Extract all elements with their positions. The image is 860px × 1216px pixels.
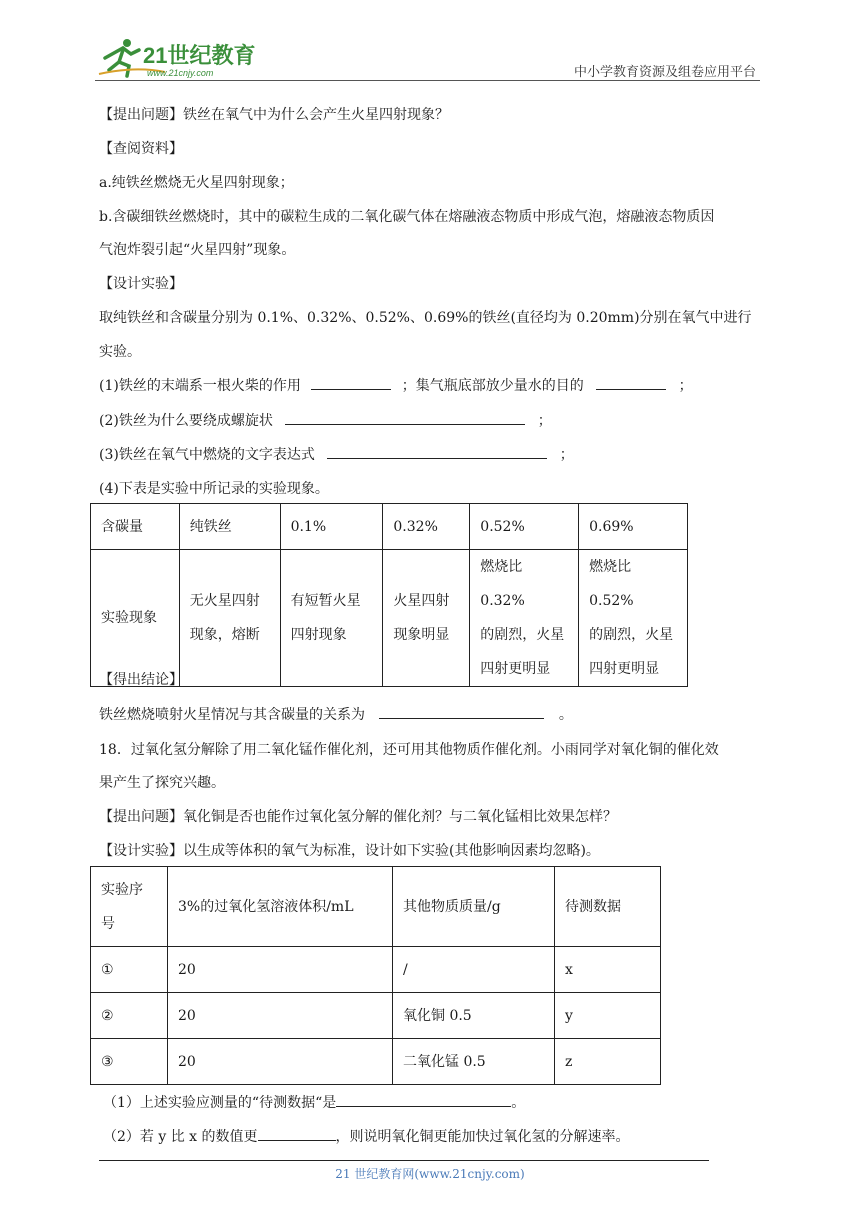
problem-heading: 【提出问题】铁丝在氧气中为什么会产生火星四射现象？ [99, 107, 449, 123]
question-2 [99, 411, 552, 431]
table-cell: 二氧化锰 0.5 [393, 1039, 555, 1085]
catalyst-experiment-table [90, 866, 661, 1085]
table-header-cell: 0.69% [579, 504, 688, 550]
answer-blank[interactable] [596, 376, 666, 390]
answer-blank[interactable] [379, 705, 544, 719]
design-text-line2: 实验。 [99, 344, 141, 360]
design-text-line1: 取纯铁丝和含碳量分别为 0.1%、0.32%、0.52%、0.69%的铁丝(直径均为 0.20mm)分别在氧气中进行 [99, 310, 752, 326]
table-cell: 20 [168, 1039, 393, 1085]
table-row [91, 867, 661, 947]
answer-blank[interactable] [285, 411, 525, 425]
table-header-cell: 其他物质质量/g [393, 867, 555, 947]
sub-question-1-end: 。 [511, 1095, 526, 1111]
conclusion-line [99, 705, 573, 725]
design-heading: 【设计实验】 [99, 276, 183, 292]
sub-question-2 [103, 1127, 630, 1147]
footer-link[interactable]: 21 世纪教育网(www.21cnjy.com) [335, 1167, 525, 1181]
sub-question-1 [103, 1093, 525, 1113]
conclusion-heading: 【得出结论】 [99, 672, 183, 688]
table-cell: / [393, 947, 555, 993]
table-cell: 有短暂火星 四射现象 [280, 550, 383, 687]
question-2-end: ； [537, 413, 552, 429]
answer-blank[interactable] [258, 1127, 336, 1141]
table-cell: y [555, 993, 661, 1039]
table-cell: x [555, 947, 661, 993]
logo-text: 21世纪教育 [143, 43, 256, 68]
question-3-end: ； [559, 447, 574, 463]
table-header-cell: 0.52% [470, 504, 579, 550]
consult-heading: 【查阅资料】 [99, 141, 183, 157]
answer-blank[interactable] [336, 1093, 511, 1107]
table-header-cell: 0.1% [280, 504, 383, 550]
table-cell: 无火星四射 现象，熔断 [179, 550, 280, 687]
q18-problem: 【提出问题】氧化铜是否也能作过氧化氢分解的催化剂？与二氧化锰相比效果怎样？ [99, 809, 617, 825]
table-cell: z [555, 1039, 661, 1085]
table-cell: 燃烧比 0.32% 的剧烈，火星 四射更明显 [470, 550, 579, 687]
table-cell: 20 [168, 947, 393, 993]
logo-url: www.21cnjy.com [147, 68, 214, 78]
answer-blank[interactable] [327, 445, 547, 459]
table-cell: ② [91, 993, 168, 1039]
table-cell: 火星四射 现象明显 [383, 550, 470, 687]
table-row [91, 550, 688, 687]
table-row [91, 1039, 661, 1085]
table-header-cell: 0.32% [383, 504, 470, 550]
answer-blank[interactable] [311, 376, 391, 390]
question-3-text: (3)铁丝在氧气中燃烧的文字表达式 [99, 447, 315, 463]
question-1 [99, 376, 693, 396]
table-cell: 20 [168, 993, 393, 1039]
question-4: (4)下表是实验中所记录的实验现象。 [99, 481, 329, 497]
conclusion-text: 铁丝燃烧喷射火星情况与其含碳量的关系为 [99, 707, 365, 723]
question-2-text: (2)铁丝为什么要绕成螺旋状 [99, 413, 273, 429]
header-platform-text: 中小学教育资源及组卷应用平台 [573, 65, 756, 80]
conclusion-end: 。 [558, 707, 573, 723]
sub-question-2-text: （2）若 y 比 x 的数值更 [103, 1129, 258, 1145]
carbon-content-table [90, 503, 688, 687]
table-row [91, 993, 661, 1039]
footer-divider [99, 1160, 709, 1161]
question-18-line1: 18．过氧化氢分解除了用二氧化锰作催化剂，还可用其他物质作催化剂。小雨同学对氧化铜的催化效 [99, 742, 719, 758]
table-row-label: 实验现象 [91, 550, 180, 687]
site-logo [95, 36, 265, 80]
table-header-cell: 纯铁丝 [179, 504, 280, 550]
table-header-cell: 待测数据 [555, 867, 661, 947]
table-header-cell: 含碳量 [91, 504, 180, 550]
header-divider [95, 80, 760, 81]
table-row [91, 504, 688, 550]
table-row [91, 947, 661, 993]
question-3 [99, 445, 574, 465]
sub-question-1-text: （1）上述实验应测量的“待测数据“是 [103, 1095, 337, 1111]
table-header-cell: 实验序 号 [91, 867, 168, 947]
material-a: a.纯铁丝燃烧无火星四射现象； [99, 175, 294, 191]
table-header-cell: 3%的过氧化氢溶液体积/mL [168, 867, 393, 947]
question-1-end: ； [678, 378, 693, 394]
sub-question-2-end: ，则说明氧化铜更能加快过氧化氢的分解速率。 [335, 1129, 630, 1145]
material-b-line1: b.含碳细铁丝燃烧时，其中的碳粒生成的二氧化碳气体在熔融液态物质中形成气泡，熔融液态物质因 [99, 209, 715, 225]
table-cell: 燃烧比 0.52% 的剧烈，火星 四射更明显 [579, 550, 688, 687]
table-cell: ① [91, 947, 168, 993]
table-cell: 氧化铜 0.5 [393, 993, 555, 1039]
table-cell: ③ [91, 1039, 168, 1085]
question-18-line2: 果产生了探究兴趣。 [99, 775, 225, 791]
question-1-text: (1)铁丝的末端系一根火柴的作用 [99, 378, 301, 394]
q18-design: 【设计实验】以生成等体积的氧气为标准，设计如下实验(其他影响因素均忽略)。 [99, 843, 600, 859]
material-b-line2: 气泡炸裂引起“火星四射”现象。 [99, 242, 296, 258]
question-1-text-b: ；集气瓶底部放少量水的目的 [401, 378, 584, 394]
